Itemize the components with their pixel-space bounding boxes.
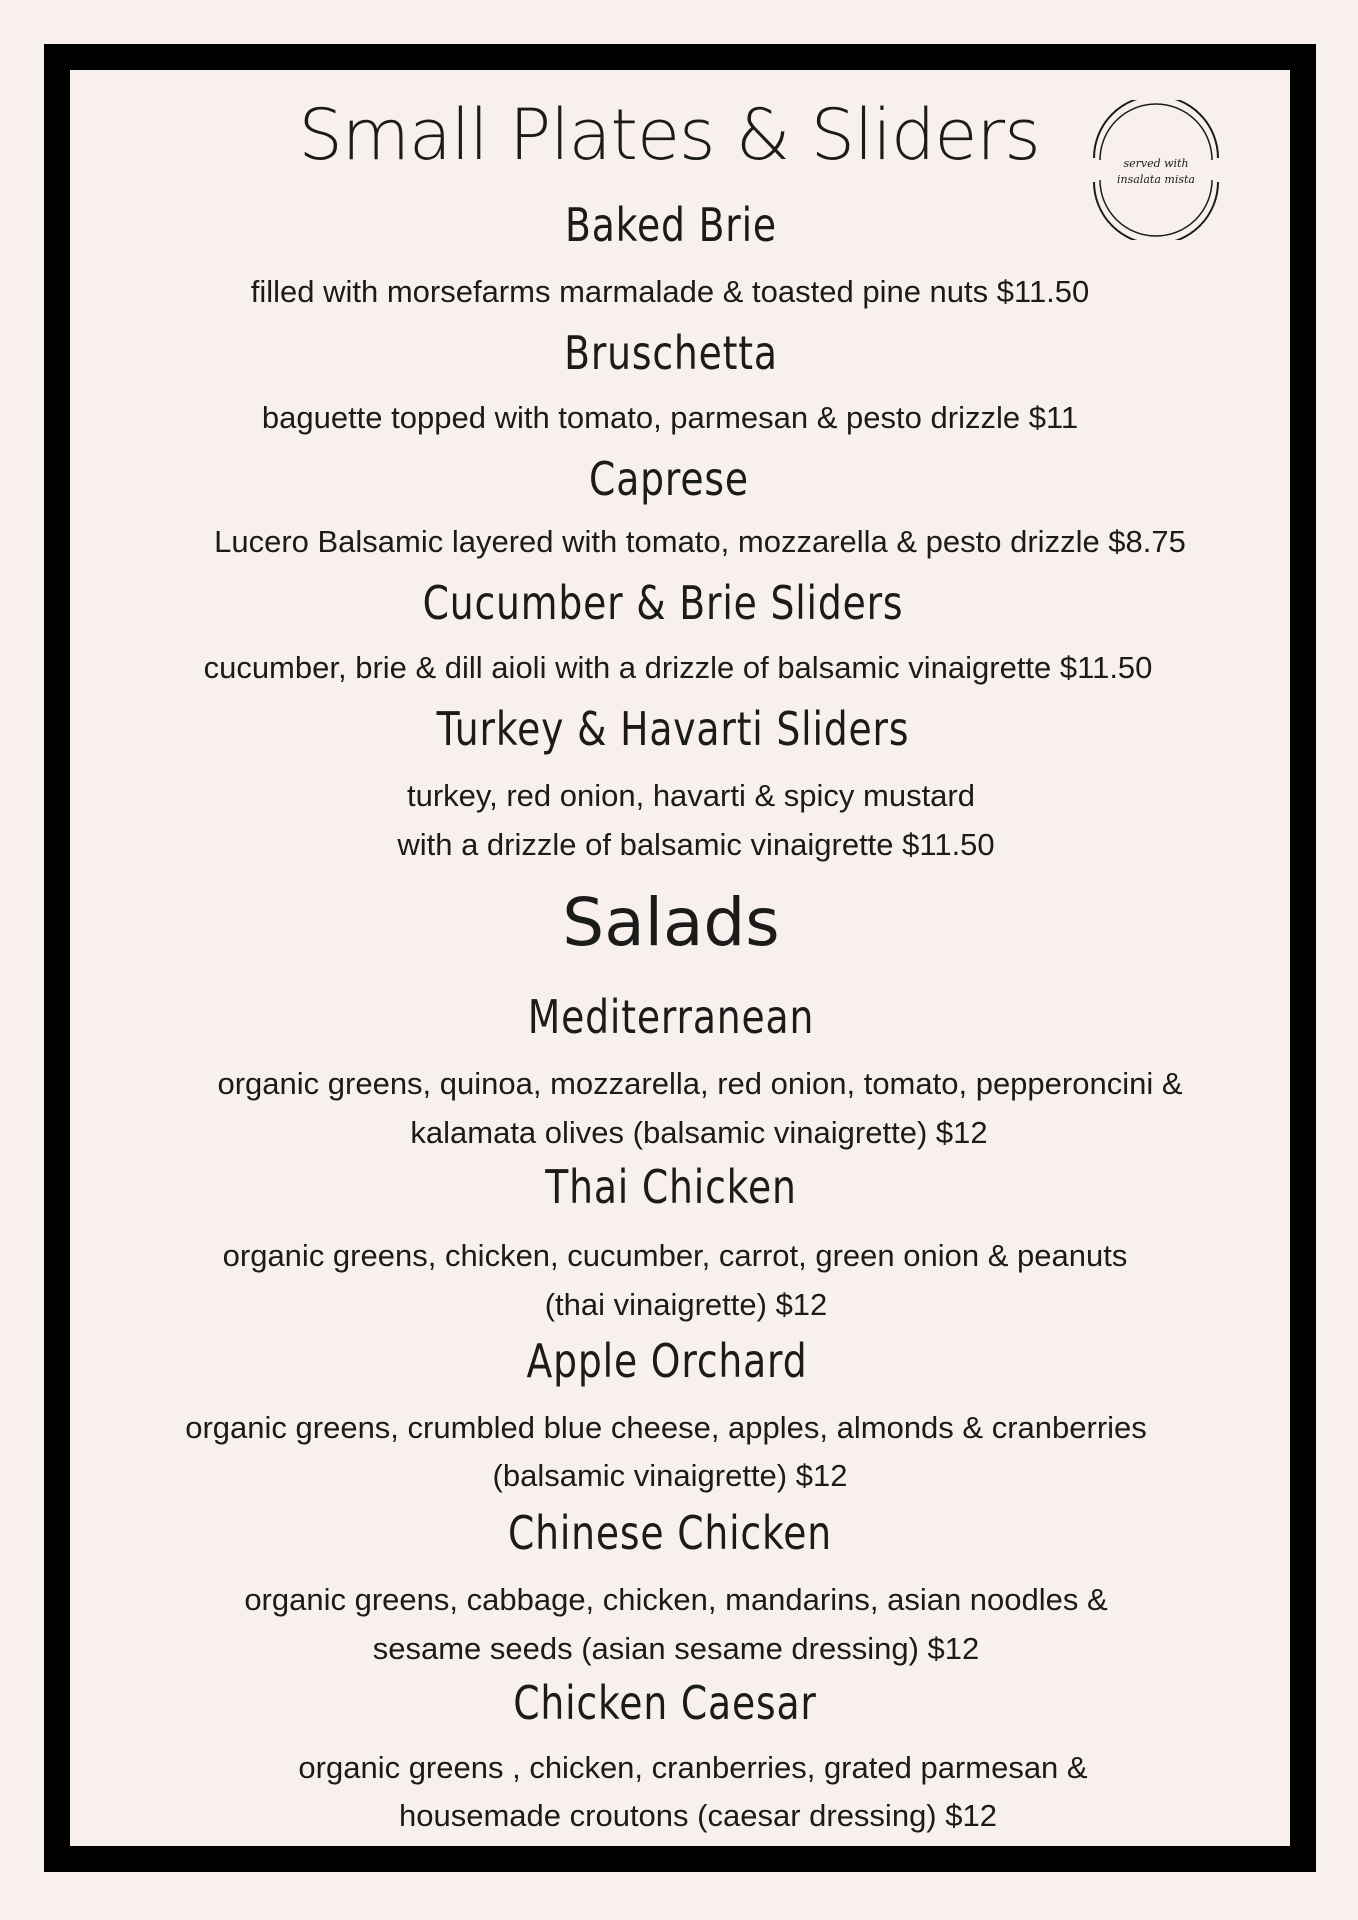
item-name: Chinese Chicken bbox=[507, 1506, 833, 1560]
item-name: Turkey & Havarti Sliders bbox=[436, 702, 910, 756]
item-name: Cucumber & Brie Sliders bbox=[422, 576, 904, 630]
item-desc: organic greens , chicken, cranberries, grated parmesan & bbox=[298, 1750, 1088, 1785]
item-desc: turkey, red onion, havarti & spicy mustard bbox=[406, 778, 975, 813]
item-name: Baked Brie bbox=[565, 198, 777, 252]
item-desc: filled with morsefarms marmalade & toasted pine nuts $11.50 bbox=[250, 274, 1090, 309]
item-desc: organic greens, cabbage, chicken, mandarins, asian noodles & bbox=[244, 1582, 1108, 1617]
item-name: Bruschetta bbox=[564, 326, 778, 380]
item-desc: Lucero Balsamic layered with tomato, mozzarella & pesto drizzle $8.75 bbox=[214, 524, 1186, 559]
item-desc: organic greens, chicken, cucumber, carrot, green onion & peanuts bbox=[222, 1238, 1128, 1273]
item-name: Chicken Caesar bbox=[513, 1676, 817, 1730]
item-name: Thai Chicken bbox=[545, 1160, 797, 1214]
item-desc: organic greens, quinoa, mozzarella, red onion, tomato, pepperoncini & bbox=[217, 1066, 1183, 1101]
item-desc: sesame seeds (asian sesame dressing) $12 bbox=[372, 1631, 980, 1666]
item-desc: (balsamic vinaigrette) $12 bbox=[492, 1458, 848, 1493]
item-desc: organic greens, crumbled blue cheese, apples, almonds & cranberries bbox=[185, 1410, 1147, 1445]
section-title-salads: Salads bbox=[562, 884, 780, 961]
item-name: Apple Orchard bbox=[526, 1334, 808, 1388]
item-desc: kalamata olives (balsamic vinaigrette) $12 bbox=[410, 1115, 988, 1150]
item-desc: housemade croutons (caesar dressing) $12 bbox=[399, 1798, 997, 1833]
item-desc: cucumber, brie & dill aioli with a drizzle of balsamic vinaigrette $11.50 bbox=[203, 650, 1153, 685]
page-title: Small Plates & Sliders bbox=[298, 94, 1040, 176]
badge-line-1: served with bbox=[1123, 157, 1189, 170]
item-desc: (thai vinaigrette) $12 bbox=[544, 1287, 828, 1322]
item-name: Mediterranean bbox=[527, 990, 815, 1044]
item-name: Caprese bbox=[589, 452, 749, 506]
item-desc: with a drizzle of balsamic vinaigrette $11.50 bbox=[397, 827, 995, 862]
badge-line-2: insalata mista bbox=[1117, 173, 1195, 186]
item-desc: baguette topped with tomato, parmesan & pesto drizzle $11 bbox=[261, 400, 1079, 435]
